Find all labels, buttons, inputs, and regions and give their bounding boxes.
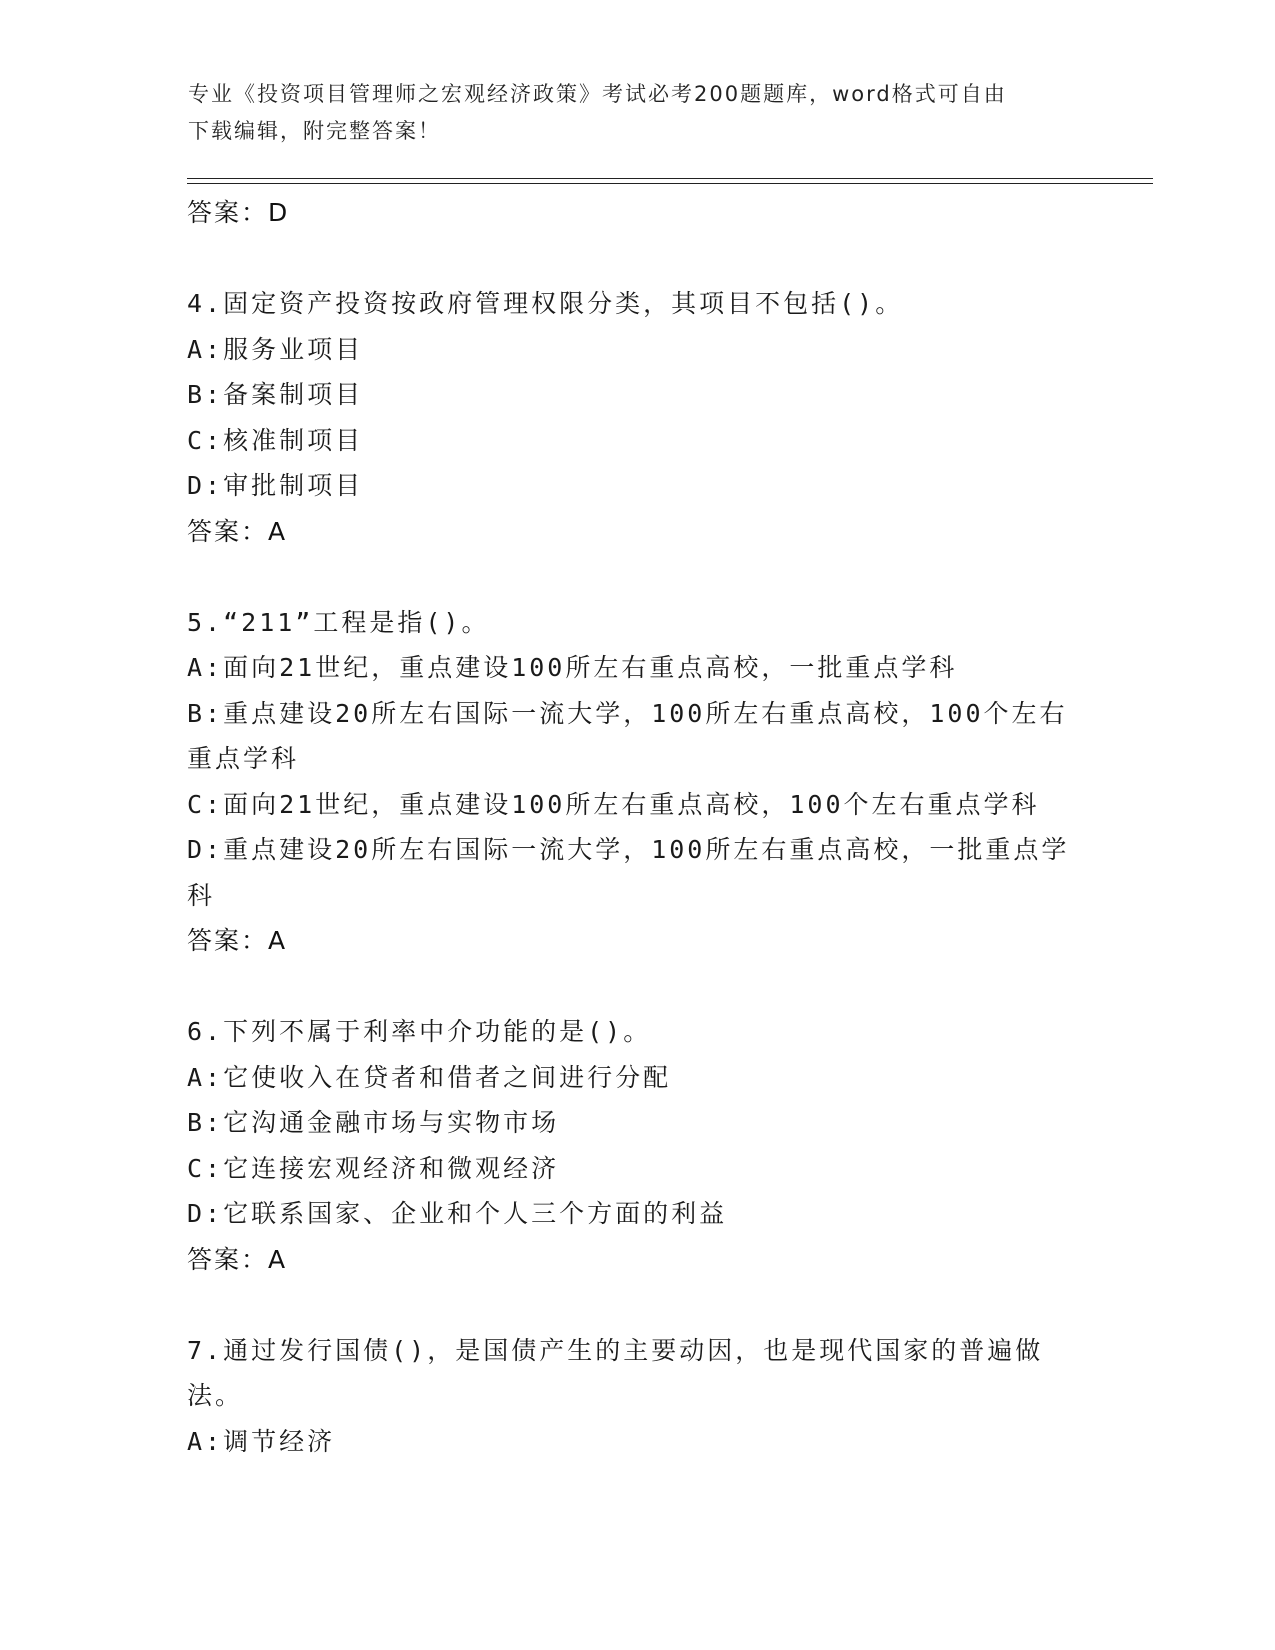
option-b: B:重点建设20所左右国际一流大学，100所左右重点高校，100个左右重点学科: [187, 698, 1068, 773]
page-header: [188, 76, 1088, 150]
option-c: C:面向21世纪，重点建设100所左右重点高校，100个左右重点学科: [187, 789, 1040, 819]
option-b: B:它沟通金融市场与实物市场: [187, 1108, 560, 1137]
question-block: [187, 1009, 1087, 1282]
question-stem: 5.“211”工程是指()。: [187, 607, 490, 637]
question-block: [187, 1328, 1087, 1465]
spacer: [187, 1282, 1087, 1328]
option-a: A:服务业项目: [187, 334, 364, 364]
answer-line: 答案：A: [187, 1244, 288, 1274]
header-line-1: 专业《投资项目管理师之宏观经济政策》考试必考200题题库，word格式可自由: [188, 82, 1007, 106]
option-a: A:调节经济: [187, 1426, 336, 1456]
option-d: D:它联系国家、企业和个人三个方面的利益: [187, 1199, 728, 1228]
spacer: [187, 964, 1087, 1010]
option-c: C:它连接宏观经济和微观经济: [187, 1153, 560, 1183]
question-stem: 6.下列不属于利率中介功能的是()。: [187, 1017, 652, 1046]
header-divider-top: [187, 178, 1153, 179]
question-stem: 4.固定资产投资按政府管理权限分类，其项目不包括()。: [187, 289, 904, 318]
header-line-2: 下载编辑，附完整答案！: [188, 119, 441, 143]
option-d: D:审批制项目: [187, 471, 364, 500]
question-block: [187, 600, 1087, 964]
answer-line: 答案：D: [187, 198, 290, 227]
spacer: [187, 236, 1087, 282]
question-stem: 7.通过发行国债()，是国债产生的主要动因，也是现代国家的普遍做法。: [187, 1335, 1044, 1410]
option-d: D:重点建设20所左右国际一流大学，100所左右重点高校，一批重点学科: [187, 835, 1070, 910]
option-a: A:它使收入在贷者和借者之间进行分配: [187, 1062, 672, 1092]
header-divider-bottom: [187, 183, 1153, 184]
question-block: [187, 281, 1087, 554]
option-b: B:备案制项目: [187, 380, 364, 409]
option-a: A:面向21世纪，重点建设100所左右重点高校，一批重点学科: [187, 653, 958, 682]
answer-line: 答案：A: [187, 516, 288, 546]
document-body: [187, 190, 1087, 1464]
option-c: C:核准制项目: [187, 425, 364, 455]
answer-line: 答案：A: [187, 926, 288, 955]
spacer: [187, 554, 1087, 600]
